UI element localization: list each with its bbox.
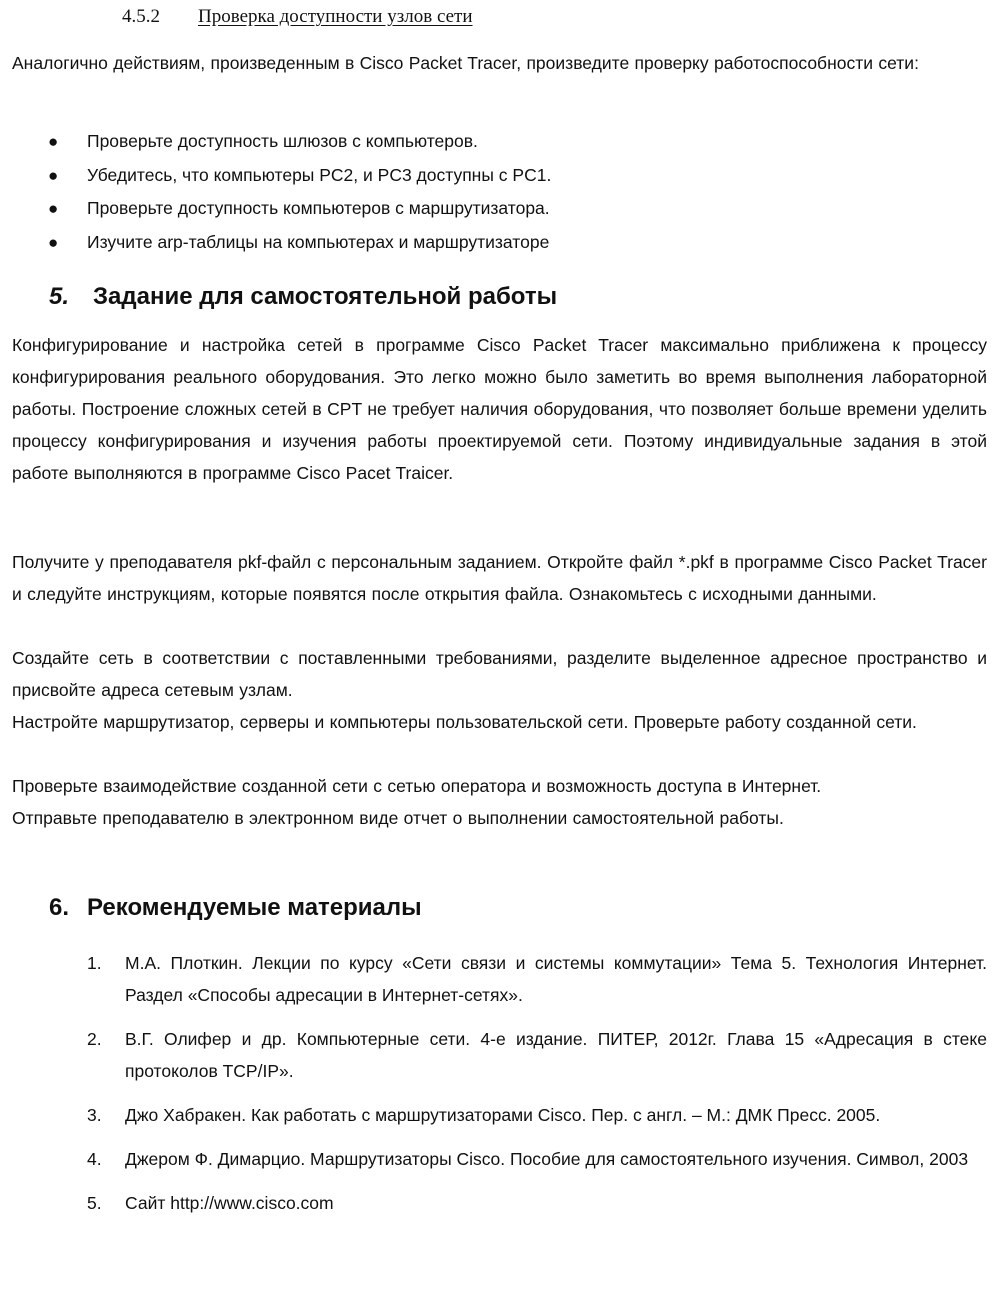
list-item: ● Проверьте доступность шлюзов с компьютеров. <box>12 125 987 159</box>
bullet-icon: ● <box>48 199 59 218</box>
step-paragraph: Проверьте взаимодействие созданной сети с сетью оператора и возможность доступа в Интернет. <box>12 776 822 796</box>
step-paragraph: Создайте сеть в соответствии с поставленными требованиями, разделите выделенное адресное пространство и присвойте адреса сетевым узлам. <box>12 648 987 700</box>
reference-item: 5. Сайт http://www.cisco.com <box>87 1193 334 1213</box>
check-list <box>12 125 987 259</box>
subsection-heading <box>122 6 473 28</box>
subsection-number: 4.5.2 <box>122 6 160 27</box>
step-paragraph: Получите у преподавателя pkf-файл с персональным заданием. Откройте файл *.pkf в программе Cisco Packet Tracer и следуйте инструкциям, которые появятся после открытия файла. Ознакомьтесь с исходными данными. <box>12 552 987 604</box>
step-paragraph: Отправьте преподавателю в электронном виде отчет о выполнении самостоятельной работы. <box>12 808 784 828</box>
section-6-heading <box>49 894 422 922</box>
reference-item: 2. В.Г. Олифер и др. Компьютерные сети. 4-е издание. ПИТЕР, 2012г. Глава 15 «Адресация в стеке протоколов TCP/IP». <box>87 1029 987 1081</box>
reference-item: 3. Джо Хабракен. Как работать с маршрутизаторами Cisco. Пер. с англ. – М.: ДМК Пресс. 2005. <box>87 1105 881 1125</box>
section-5-title: Задание для самостоятельной работы <box>93 283 558 310</box>
reference-item: 4. Джером Ф. Димарцио. Маршрутизаторы Cisco. Пособие для самостоятельного изучения. Символ, 2003 <box>87 1149 969 1169</box>
list-item: ● Проверьте доступность компьютеров с маршрутизатора. <box>12 192 987 226</box>
references-list <box>12 947 987 1231</box>
bullet-icon: ● <box>48 232 59 252</box>
subsection-title: Проверка доступности узлов сети <box>198 6 473 27</box>
list-item: ● Убедитесь, что компьютеры PC2, и PC3 доступны с PC1. <box>12 159 987 193</box>
bullet-icon: ● <box>48 165 59 185</box>
section-6-number: 6. <box>49 894 70 921</box>
section-6-title: Рекомендуемые материалы <box>87 894 422 921</box>
reference-item: 1. М.А. Плоткин. Лекции по курсу «Сети связи и системы коммутации» Тема 5. Технология Интернет. Раздел «Способы адресации в Интернет-сетях». <box>87 953 987 1005</box>
step-paragraph: Настройте маршрутизатор, серверы и компьютеры пользовательской сети. Проверьте работу созданной сети. <box>12 712 917 732</box>
intro-paragraph: Аналогично действиям, произведенным в Cisco Packet Tracer, произведите проверку работоспособности сети: <box>12 53 919 73</box>
list-item: ● Изучите arp-таблицы на компьютерах и маршрутизаторе <box>12 226 987 260</box>
bullet-icon: ● <box>48 132 59 151</box>
section-5-paragraph: Конфигурирование и настройка сетей в программе Cisco Packet Tracer максимально приближена к процессу конфигурирования реального оборудования. Это легко можно было заметить во время выполнения лабораторной работы. Построение сложных сетей в CPT не требует наличия оборудования, что позволяет больше времени уделить процессу конфигурирования и изучения работы проектируемой сети. Поэтому индивидуальные задания в этой работе выполняются в программе Cisco Pacet Traicer. <box>12 335 987 483</box>
section-5-heading <box>49 283 557 311</box>
section-5-number: 5. <box>49 283 70 310</box>
